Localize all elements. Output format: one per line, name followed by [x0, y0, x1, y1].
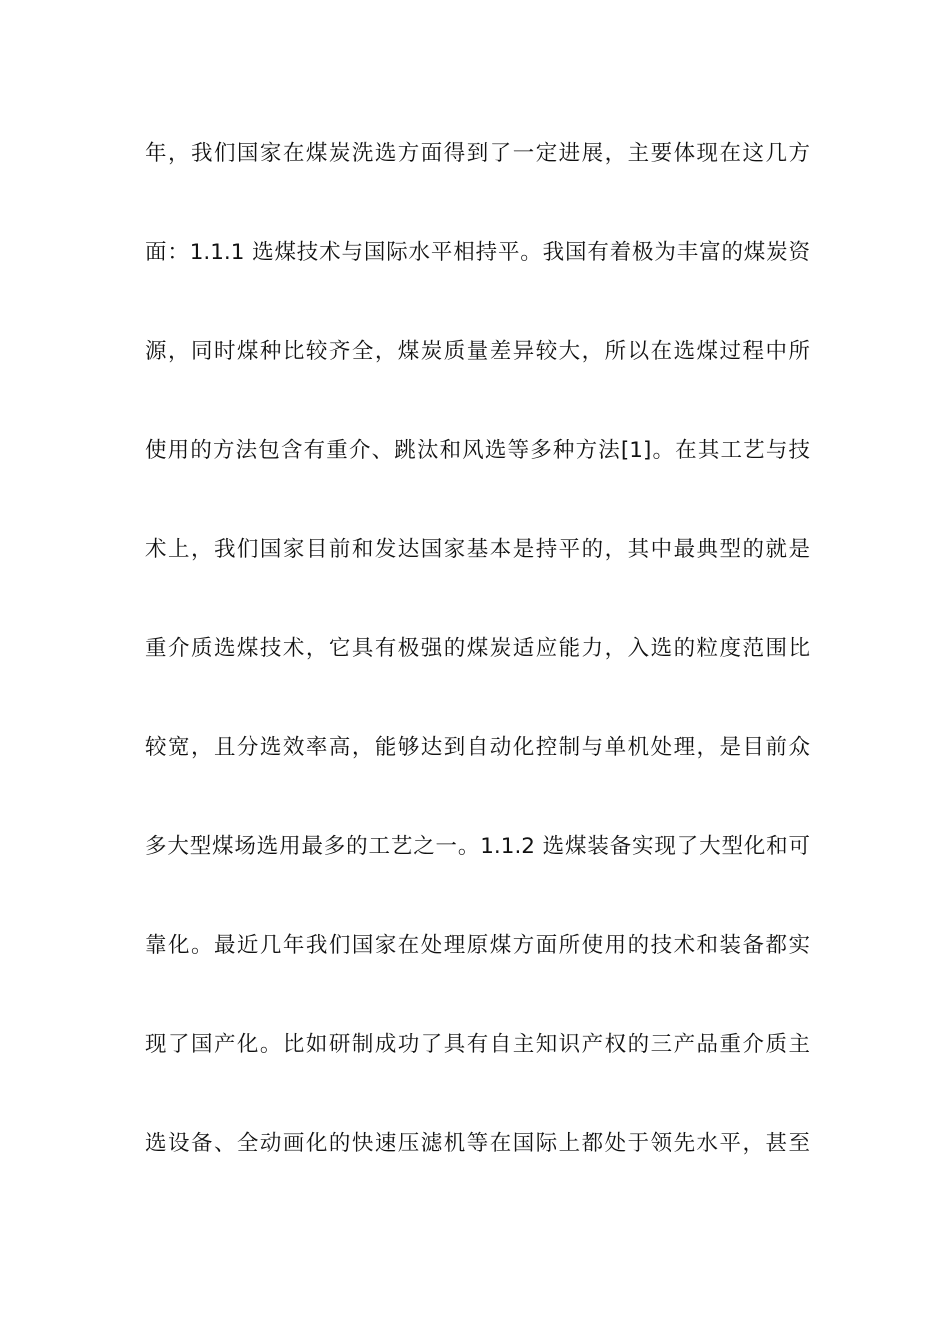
text-line-1: 年，我们国家在煤炭洗选方面得到了一定进展，主要体现在这几方 [145, 141, 810, 166]
text-line-10: 现了国产化。比如研制成功了具有自主知识产权的三产品重介质主 [145, 1032, 810, 1057]
text-line-8: 多大型煤场选用最多的工艺之一。1.1.2 选煤装备实现了大型化和可 [145, 834, 810, 859]
text-line-3: 源，同时煤种比较齐全，煤炭质量差异较大，所以在选煤过程中所 [145, 339, 810, 364]
text-line-7: 较宽，且分选效率高，能够达到自动化控制与单机处理，是目前众 [145, 735, 810, 760]
text-line-5: 术上，我们国家目前和发达国家基本是持平的，其中最典型的就是 [145, 537, 810, 562]
body-text [145, 131, 810, 1220]
text-line-4: 使用的方法包含有重介、跳汰和风选等多种方法[1]。在其工艺与技 [145, 438, 810, 463]
text-line-9: 靠化。最近几年我们国家在处理原煤方面所使用的技术和装备都实 [145, 933, 810, 958]
text-line-11: 选设备、全动画化的快速压滤机等在国际上都处于领先水平，甚至 [145, 1131, 810, 1156]
text-line-6: 重介质选煤技术，它具有极强的煤炭适应能力，入选的粒度范围比 [145, 636, 810, 661]
text-line-2: 面：1.1.1 选煤技术与国际水平相持平。我国有着极为丰富的煤炭资 [145, 240, 810, 265]
